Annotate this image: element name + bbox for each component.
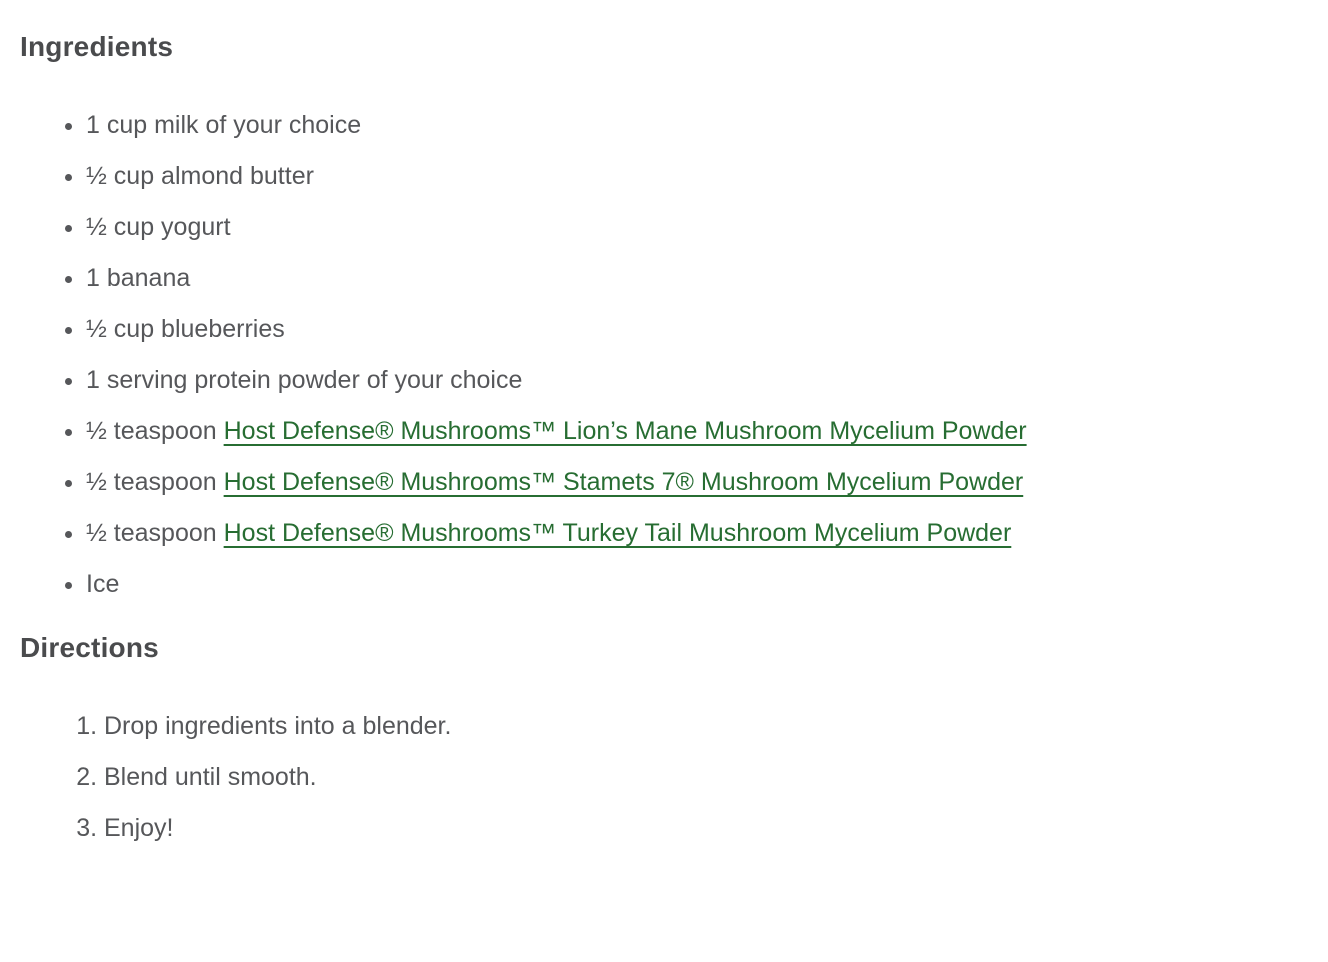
ingredient-item: • ½ cup blueberries (86, 314, 1304, 344)
ingredient-product-link[interactable]: Host Defense® Mushrooms™ Turkey Tail Mushroom Mycelium Powder (223, 519, 1012, 547)
ingredient-item: • 1 banana (86, 263, 1304, 293)
ingredients-list (20, 110, 1304, 599)
ingredient-item: • ½ teaspoon Host Defense® Mushrooms™ Stamets 7® Mushroom Mycelium Powder (86, 467, 1304, 497)
ingredient-item: • 1 cup milk of your choice (86, 110, 1304, 140)
ingredient-item: • Ice (86, 569, 1304, 599)
directions-heading: Directions (20, 632, 159, 663)
ingredient-item: • ½ cup almond butter (86, 161, 1304, 191)
direction-step: 1. Drop ingredients into a blender. (104, 711, 1304, 741)
ingredient-item: • 1 serving protein powder of your choice (86, 365, 1304, 395)
ingredients-heading: Ingredients (20, 31, 174, 62)
ingredient-item: • ½ teaspoon Host Defense® Mushrooms™ Lion’s Mane Mushroom Mycelium Powder (86, 416, 1304, 446)
ingredient-item: • ½ cup yogurt (86, 212, 1304, 242)
directions-list (20, 711, 1304, 843)
ingredient-item: • ½ teaspoon Host Defense® Mushrooms™ Turkey Tail Mushroom Mycelium Powder (86, 518, 1304, 548)
direction-step: 2. Blend until smooth. (104, 762, 1304, 792)
direction-step: 3. Enjoy! (104, 813, 1304, 843)
ingredient-product-link[interactable]: Host Defense® Mushrooms™ Lion’s Mane Mushroom Mycelium Powder (223, 417, 1027, 445)
ingredient-product-link[interactable]: Host Defense® Mushrooms™ Stamets 7® Mushroom Mycelium Powder (223, 468, 1024, 496)
